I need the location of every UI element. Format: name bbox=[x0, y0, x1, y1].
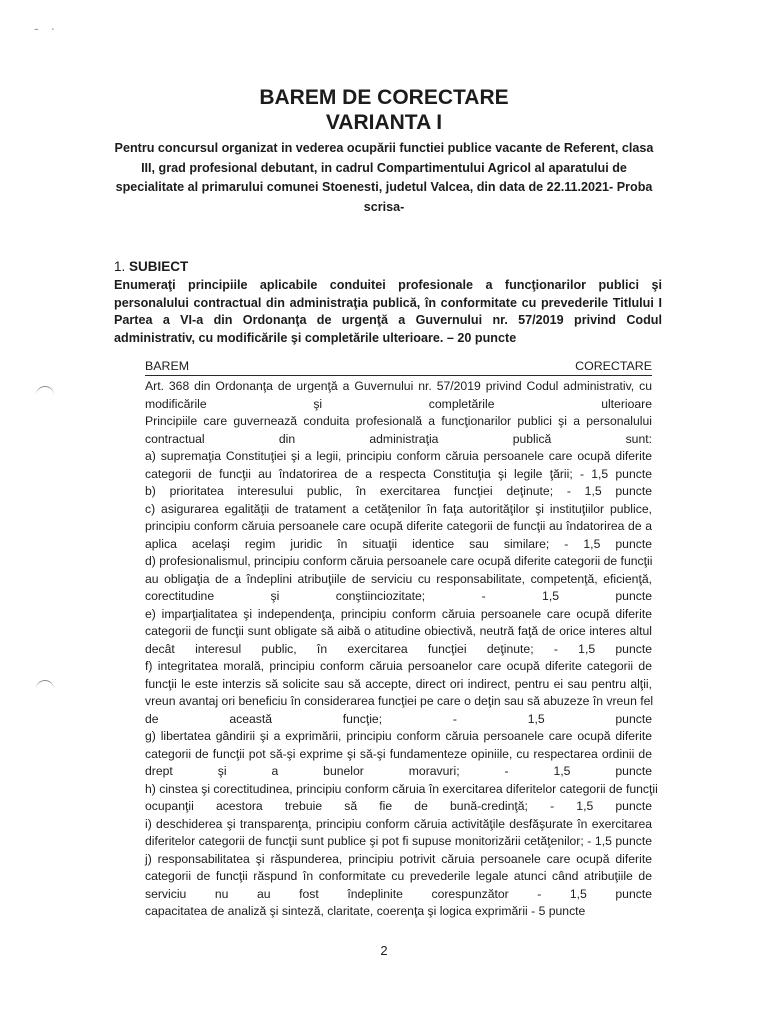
barem-line: c) asigurarea egalităţii de tratament a cetăţenilor în faţa autorităţilor şi instituţiilor publice, bbox=[145, 501, 652, 516]
page-number: 2 bbox=[380, 943, 388, 958]
barem-col-left: BAREM bbox=[145, 359, 190, 373]
scan-corner-mark: - · bbox=[34, 20, 60, 36]
barem-line: modificările şi completările ulterioare bbox=[145, 396, 652, 411]
barem-line: categorii de funcţii sunt obligate să aibă o atitudine obiectivă, neutră faţă de orice interes altul bbox=[145, 624, 652, 638]
barem-line: serviciu nu au fost îndeplinite corespunzător - 1,5 puncte bbox=[145, 886, 652, 901]
document-title: BAREM DE CORECTARE bbox=[259, 86, 509, 109]
barem-line: g) libertatea gândirii şi a exprimării, principiu conform căruia persoanele care ocupă diferite bbox=[145, 729, 652, 743]
barem-line: vreun avantaj ori beneficiu în considerarea funcţiei pe care o deţin sau să abuzeze în vreun fel bbox=[145, 694, 654, 708]
barem-header bbox=[145, 358, 652, 376]
barem-line: categorii de funcţii răspund în conformitate cu prevederile legale atunci când atribuţiile de bbox=[145, 869, 652, 883]
barem-line: j) responsabilitatea şi răspunderea, principiu potrivit căruia persoanele care ocupă diferite bbox=[145, 851, 652, 866]
barem-line: categorii de funcţii au îndatorirea de a respecta Constituţia şi legile ţării; - 1,5 puncte bbox=[145, 466, 652, 481]
barem-line: i) deschiderea şi transparenţa, principiu conform căruia activităţile desfăşurate în exercitarea bbox=[145, 816, 652, 831]
barem-line: decât interesul public, în exercitarea funcţiei deţinute; - 1,5 puncte bbox=[145, 641, 652, 656]
barem-body bbox=[145, 378, 658, 921]
subject-task: Enumeraţi principiile aplicabile conduitei profesionale a funcţionarilor publici şi personalului contractual din administraţia publică, în conformitate cu prevederile Titlului I Partea a VI-a din Ordonanţa de urgenţă a Guvernului nr. 57/2019 privind Codul administrativ, cu modificările şi completările ulterioare. – 20 puncte bbox=[114, 278, 662, 345]
document-subtitle: VARIANTA I bbox=[325, 111, 443, 134]
barem-line: d) profesionalismul, principiu conform căruia persoanele care ocupă diferite categorii de funcţii bbox=[145, 554, 653, 568]
intro-paragraph: Pentru concursul organizat in vederea ocupării functiei publice vacante de Referent, clasa III, grad profesional debutant, in cadrul Compartimentului Agricol al aparatului de specialitate al primarului comunei Stoenesti, judetul Valcea, din data de 22.11.2021- Proba scrisa- bbox=[114, 141, 654, 214]
barem-line: b) prioritatea interesului public, în exercitarea funcţiei deţinute; - 1,5 puncte bbox=[145, 484, 652, 498]
barem-line: corectitudine şi conştiinciozitate; - 1,5 puncte bbox=[145, 589, 652, 603]
barem-line: aplica acelaşi regim juridic în situaţii identice sau similare; - 1,5 puncte bbox=[145, 536, 652, 551]
barem-line: au obligaţia de a îndeplini atribuţiile de serviciu cu responsabilitate, competenţă, eficienţă, bbox=[145, 571, 652, 586]
margin-hole-mark bbox=[36, 386, 54, 397]
barem-line: funcţii le este interzis să solicite sau să accepte, direct ori indirect, pentru ei sau pentru alţii, bbox=[145, 676, 652, 691]
barem-col-right: CORECTARE bbox=[575, 359, 652, 373]
barem-line: e) imparţialitatea şi independenţa, principiu conform căruia persoanele care ocupă diferite bbox=[145, 606, 652, 621]
barem-line: Principiile care guvernează conduita profesională a funcţionarilor publici şi a personalului bbox=[145, 414, 652, 428]
barem-line: capacitatea de analiză şi sinteză, claritate, coerenţa şi logica exprimării - 5 puncte bbox=[145, 904, 586, 918]
subject-number: 1. bbox=[114, 259, 126, 274]
barem-line: principiu conform căruia persoanele care ocupă diferite categorii de funcţii au îndatorirea de a bbox=[145, 519, 652, 533]
barem-line: f) integritatea morală, principiu conform căruia persoanelor care ocupă diferite categorii de bbox=[145, 659, 652, 673]
barem-line: diferitelor categorii de funcţii sunt publice şi pot fi supuse monitorizării cetăţenilor; - 1,5 puncte bbox=[145, 834, 652, 848]
subject-label: SUBIECT bbox=[129, 259, 189, 274]
margin-hole-mark bbox=[36, 680, 54, 691]
barem-line: de această funcţie; - 1,5 puncte bbox=[145, 711, 652, 726]
barem-line: categorii de funcţii pot să-şi exprime şi să-şi fundamenteze opiniile, cu respectarea ordinii de bbox=[145, 746, 652, 761]
barem-line: contractual din administraţia publică sunt: bbox=[145, 431, 652, 446]
barem-line: a) supremaţia Constituţiei şi a legii, principiu conform căruia persoanele care ocupă diferite bbox=[145, 449, 652, 463]
barem-line: drept şi a bunelor moravuri; - 1,5 puncte bbox=[145, 764, 652, 778]
barem-line: ocupanţii acestora trebuie să fie de bună-credinţă; - 1,5 puncte bbox=[145, 799, 652, 813]
barem-line: Art. 368 din Ordonanţa de urgenţă a Guvernului nr. 57/2019 privind Codul administrativ, cu bbox=[145, 379, 652, 393]
subject-heading bbox=[114, 259, 188, 274]
barem-line: h) cinstea şi corectitudinea, principiu conform căruia în exercitarea diferitelor categorii de funcţii bbox=[145, 781, 658, 796]
